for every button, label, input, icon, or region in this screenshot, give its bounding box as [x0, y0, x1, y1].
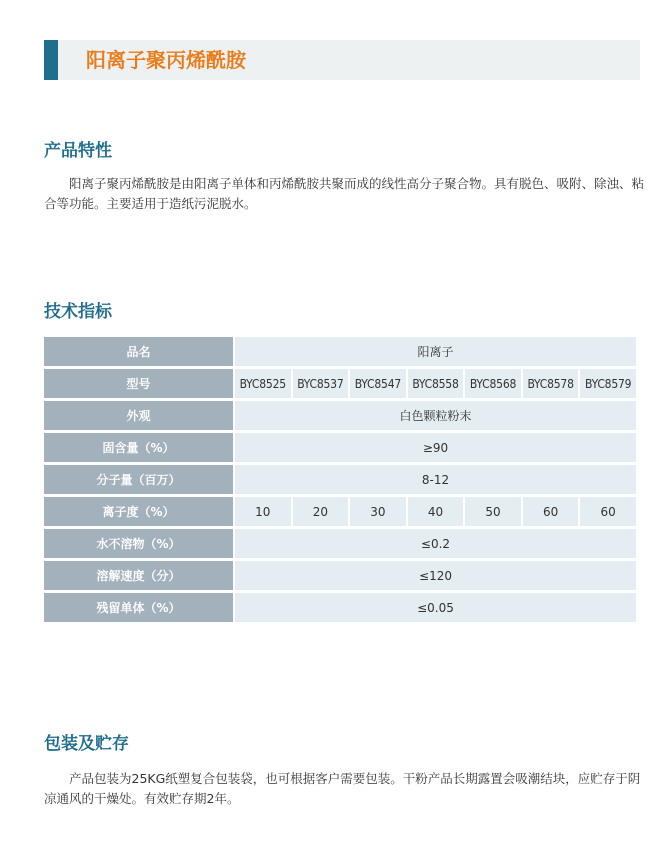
ionicity-cell: 50	[465, 497, 521, 526]
table-row	[44, 401, 636, 430]
spec-table	[42, 334, 638, 625]
model-cell: BYC8579	[580, 369, 636, 398]
row-label: 分子量（百万）	[44, 465, 233, 494]
row-label: 固含量（%）	[44, 433, 233, 462]
table-row	[44, 529, 636, 558]
ionicity-cell: 60	[523, 497, 579, 526]
table-row	[44, 561, 636, 590]
row-label: 溶解速度（分）	[44, 561, 233, 590]
table-row	[44, 369, 636, 398]
model-cell: BYC8568	[465, 369, 521, 398]
row-label: 品名	[44, 337, 233, 366]
ionicity-cell: 10	[235, 497, 291, 526]
table-row	[44, 497, 636, 526]
row-label: 离子度（%）	[44, 497, 233, 526]
model-cell: BYC8547	[350, 369, 406, 398]
model-cell: BYC8525	[235, 369, 291, 398]
features-text: 阳离子聚丙烯酰胺是由阳离子单体和丙烯酰胺共聚而成的线性高分子聚合物。具有脱色、吸附、除浊、粘合等功能。主要适用于造纸污泥脱水。	[44, 176, 645, 211]
specs-heading: 技术指标	[44, 302, 112, 322]
table-row	[44, 593, 636, 622]
page-title: 阳离子聚丙烯酰胺	[86, 48, 246, 72]
model-cell: BYC8578	[523, 369, 579, 398]
title-bar	[44, 40, 640, 80]
row-value: ≤0.2	[235, 529, 636, 558]
row-value: 白色颗粒粉末	[235, 401, 636, 430]
row-value: 阳离子	[235, 337, 636, 366]
row-label: 残留单体（%）	[44, 593, 233, 622]
row-label: 水不溶物（%）	[44, 529, 233, 558]
table-row	[44, 433, 636, 462]
row-value: ≥90	[235, 433, 636, 462]
ionicity-cell: 60	[580, 497, 636, 526]
ionicity-cell: 20	[293, 497, 349, 526]
model-cell: BYC8537	[293, 369, 349, 398]
features-heading: 产品特性	[44, 141, 112, 161]
row-value: ≤120	[235, 561, 636, 590]
row-value: 8-12	[235, 465, 636, 494]
storage-heading: 包装及贮存	[44, 734, 129, 754]
row-label: 型号	[44, 369, 233, 398]
row-value: ≤0.05	[235, 593, 636, 622]
table-row	[44, 337, 636, 366]
table-row	[44, 465, 636, 494]
title-accent-bar	[44, 40, 58, 80]
ionicity-cell: 40	[408, 497, 464, 526]
row-label: 外观	[44, 401, 233, 430]
ionicity-cell: 30	[350, 497, 406, 526]
storage-text: 产品包装为25KG纸塑复合包装袋，也可根据客户需要包装。干粉产品长期露置会吸潮结块，应贮存于阴凉通风的干燥处。有效贮存期2年。	[44, 771, 641, 806]
model-cell: BYC8558	[408, 369, 464, 398]
